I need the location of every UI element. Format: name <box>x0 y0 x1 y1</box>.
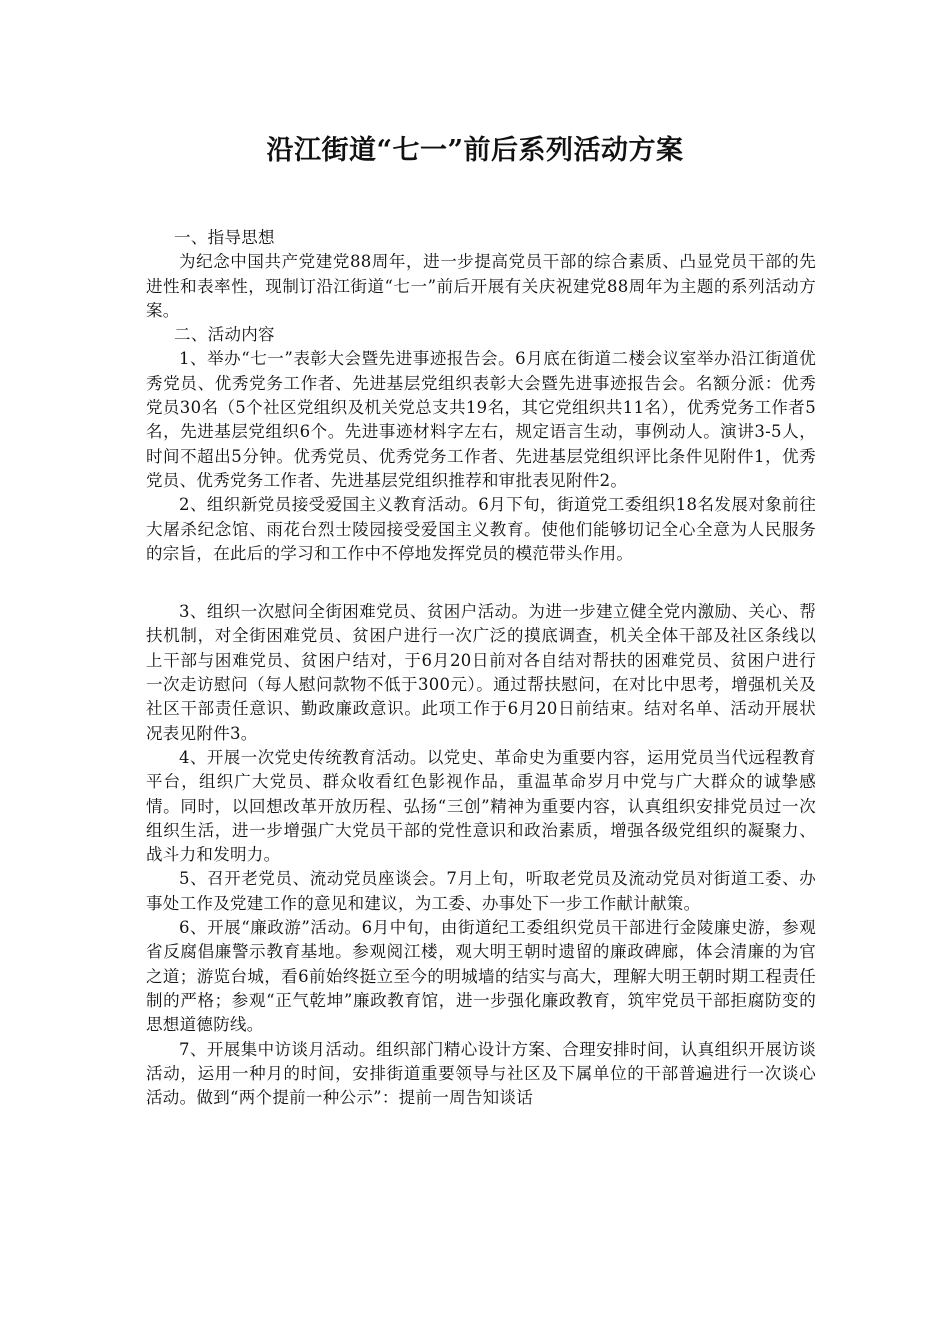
paragraph-activity-6: 6、开展“廉政游”活动。6月中旬，由街道纪工委组织党员干部进行金陵廉史游，参观省反腐倡廉警示教育基地。参观阅江楼，观大明王朝时遗留的廉政碑廊，体会清廉的为官之道；游览台城，看6前始终挺立至今的明城墙的结实与高大，理解大明王朝时期工程责任制的严格；参观“正气乾坤”廉政教育馆，进一步强化廉政教育，筑牢党员干部拒腐防变的思想道德防线。 <box>146 918 816 1035</box>
paragraph-activity-4: 4、开展一次党史传统教育活动。以党史、革命史为重要内容，运用党员当代远程教育平台，组织广大党员、群众收看红色影视作品，重温革命岁月中党与广大群众的诚挚感情。同时，以回想改革开放历程、弘扬“三创”精神为重要内容，认真组织安排党员过一次组织生活，进一步增强广大党员干部的党性意识和政治素质，增强各级党组织的凝聚力、战斗力和发明力。 <box>146 747 816 865</box>
document-title: 沿江街道“七一”前后系列活动方案 <box>266 135 684 166</box>
section-heading-guiding-thought: 一、指导思想 <box>174 228 275 247</box>
paragraph-activity-1: 1、举办“七一”表彰大会暨先进事迹报告会。6月底在街道二楼会议室举办沿江街道优秀党员、优秀党务工作者、先进基层党组织表彰大会暨先进事迹报告会。名额分派：优秀党员30名（5个社区党组织及机关党总支共19名，其它党组织共11名），优秀党务工作者5名，先进基层党组织6个。先进事迹材料字左右，规定语言生动，事例动人。演讲3-5人，时间不超出5分钟。优秀党员、优秀党务工作者、先进基层党组织评比条件见附件1，优秀党员、优秀党务工作者、先进基层党组织推荐和审批表见附件2。 <box>146 349 816 490</box>
document-body <box>146 226 816 1110</box>
paragraph-activity-3: 3、组织一次慰问全街困难党员、贫困户活动。为进一步建立健全党内激励、关心、帮扶机制，对全街困难党员、贫困户进行一次广泛的摸底调查，机关全体干部及社区条线以上干部与困难党员、贫困户结对，于6月20日前对各自结对帮扶的困难党员、贫困户进行一次走访慰问（每人慰问款物不低于300元）。通过帮扶慰问，在对比中思考，增强机关及社区干部责任意识、勤政廉政意识。此项工作于6月20日前结束。结对名单、活动开展状况表见附件3。 <box>146 602 816 743</box>
paragraph-spacer <box>146 566 816 600</box>
paragraph-activity-7: 7、开展集中访谈月活动。组织部门精心设计方案、合理安排时间，认真组织开展访谈活动，运用一种月的时间，安排街道重要领导与社区及下属单位的干部普遍进行一次谈心活动。做到“两个提前一种公示”：提前一周告知谈话 <box>146 1039 816 1108</box>
section-heading-activities: 二、活动内容 <box>174 325 275 345</box>
paragraph-guiding-thought: 为纪念中国共产党建党88周年，进一步提高党员干部的综合素质、凸显党员干部的先进性和表率性，现制订沿江街道“七一”前后开展有关庆祝建党88周年为主题的系列活动方案。 <box>146 252 816 320</box>
paragraph-activity-2: 2、组织新党员接受爱国主义教育活动。6月下旬，街道党工委组织18名发展对象前往大屠杀纪念馆、雨花台烈士陵园接受爱国主义教育。使他们能够切记全心全意为人民服务的宗旨，在此后的学习和工作中不停地发挥党员的模范带头作用。 <box>146 495 816 563</box>
paragraph-activity-5: 5、召开老党员、流动党员座谈会。7月上旬，听取老党员及流动党员对街道工委、办事处工作及党建工作的意见和建议，为工委、办事处下一步工作献计献策。 <box>146 869 816 913</box>
